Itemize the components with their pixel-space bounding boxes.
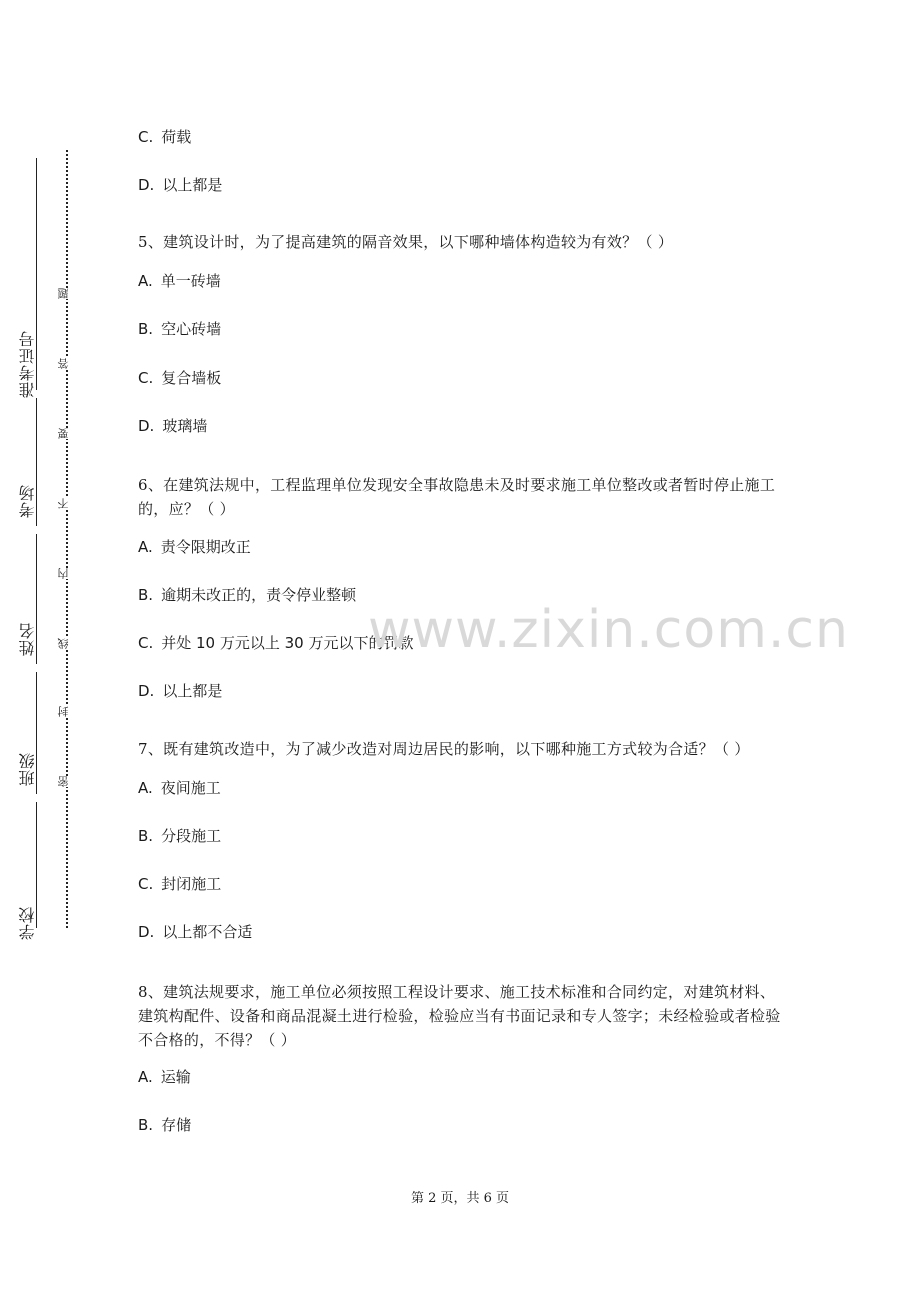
class-label: 班级 [18, 752, 37, 786]
option-d: D. 以上都不合适 [138, 923, 253, 941]
seal-char: 不 [57, 498, 75, 509]
exam-room-label: 考场 [18, 484, 37, 518]
question-8-stem: 8、建筑法规要求，施工单位必须按照工程设计要求、施工技术标准和合同约定，对建筑材料、建筑构配件、设备和商品混凝土进行检验，检验应当有书面记录和专人签字；未经检验或者检验不合格的，不得？（ ） [138, 983, 781, 1049]
option-d: D. 以上都是 [138, 682, 223, 700]
question-6-stem: 6、在建筑法规中，工程监理单位发现安全事故隐患未及时要求施工单位整改或者暂时停止施工的，应？（ ） [138, 476, 776, 518]
option-a: A. 夜间施工 [138, 779, 221, 797]
option-b: B. 空心砖墙 [138, 320, 222, 338]
question-5-stem: 5、建筑设计时，为了提高建筑的隔音效果，以下哪种墙体构造较为有效？（ ） [138, 233, 674, 251]
seal-char: 答 [57, 358, 75, 369]
option-c: C. 封闭施工 [138, 875, 222, 893]
option-a: A. 单一砖墙 [138, 272, 221, 290]
seal-char: 密 [57, 776, 75, 787]
seal-char: 封 [57, 706, 75, 717]
option-c: C. 荷载 [138, 128, 192, 146]
option-b: B. 逾期未改正的，责令停业整顿 [138, 586, 357, 604]
option-d: D. 以上都是 [138, 176, 223, 194]
name-label: 姓名 [18, 622, 37, 656]
watermark: www.zixin.com.cn [368, 600, 849, 660]
option-d: D. 玻璃墙 [138, 417, 208, 435]
seal-char: 题 [57, 288, 75, 299]
option-c: C. 并处 10 万元以上 30 万元以下的罚款 [138, 634, 414, 652]
question-7-stem: 7、既有建筑改造中，为了减少改造对周边居民的影响，以下哪种施工方式较为合适？（ ） [138, 740, 750, 758]
exam-id-label: 准考证号 [18, 330, 37, 398]
option-a: A. 责令限期改正 [138, 538, 251, 556]
school-label: 学校 [18, 906, 37, 940]
seal-char: 要 [57, 428, 75, 439]
seal-char: 线 [57, 638, 75, 649]
option-b: B. 分段施工 [138, 827, 222, 845]
binding-margin [0, 0, 90, 1302]
option-a: A. 运输 [138, 1068, 191, 1086]
option-c: C. 复合墙板 [138, 369, 222, 387]
seal-dotted-line [66, 150, 68, 928]
seal-char: 内 [57, 568, 75, 579]
option-b: B. 存储 [138, 1116, 192, 1134]
page-number: 第 2 页，共 6 页 [410, 1191, 510, 1206]
